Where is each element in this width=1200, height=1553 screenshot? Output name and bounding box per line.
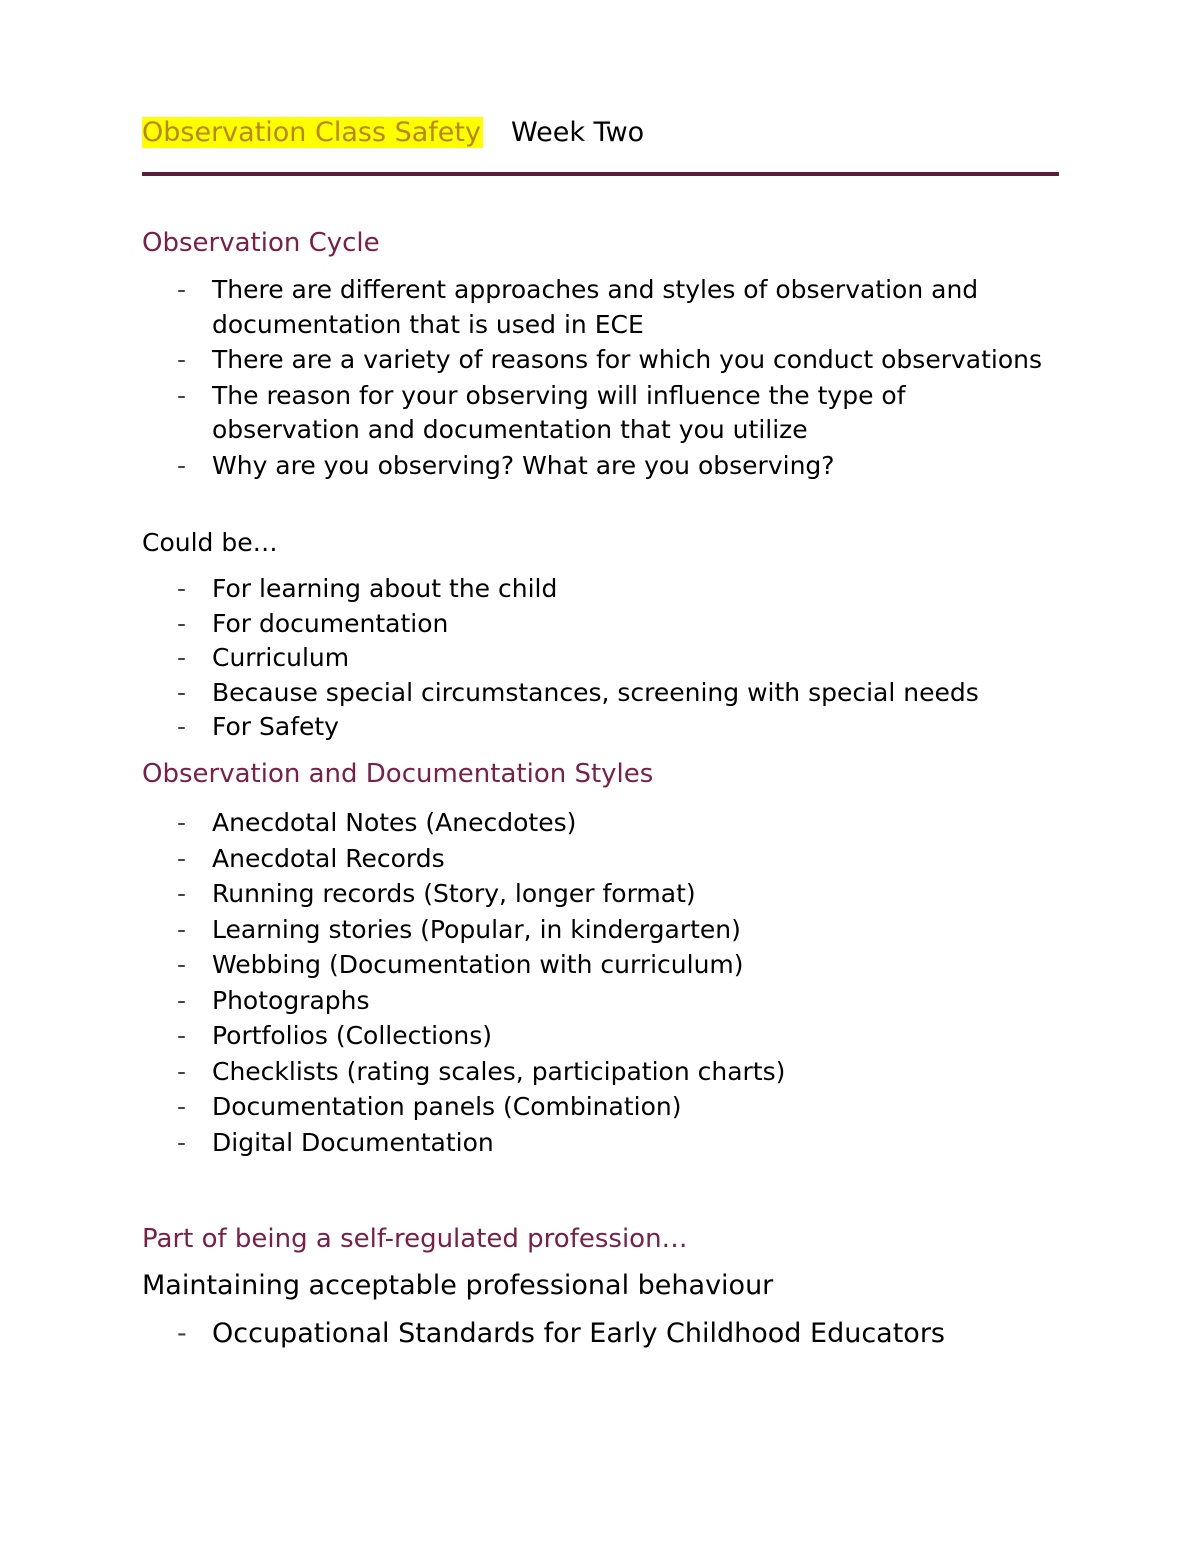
dash-bullet: - [177,879,187,908]
title-divider [142,172,1059,176]
list-item [142,876,1060,912]
list-item-text: Photographs [212,985,370,1015]
list-item-text: Checklists (rating scales, participation charts) [212,1056,786,1086]
document-title-row [142,114,644,152]
dash-bullet: - [177,712,187,741]
dash-bullet: - [177,950,187,979]
document-title: Observation Class Safety [142,117,481,148]
list-item [142,841,1060,877]
could-be-list [142,572,1060,745]
dash-bullet: - [177,843,187,873]
list-item-text: Digital Documentation [212,1127,494,1157]
dash-bullet: - [177,608,187,638]
list-item [142,607,1060,642]
list-item [142,1125,1060,1161]
list-item [142,676,1060,711]
list-item [142,343,1060,378]
week-label: Week Two [510,117,645,148]
dash-bullet: - [177,1056,187,1086]
dash-bullet: - [177,1092,187,1121]
list-item-text: Anecdotal Records [212,843,445,873]
dash-bullet: - [177,808,187,837]
list-item [142,273,1060,342]
list-item-text: For learning about the child [212,574,558,603]
heading-self-regulated: Part of being a self-regulated profession… [142,1224,688,1254]
list-item [142,641,1060,676]
list-item [142,947,1060,983]
list-item [142,805,1060,841]
list-item [142,1054,1060,1090]
dash-bullet: - [177,914,187,944]
list-item [142,572,1060,607]
heading-documentation-styles: Observation and Documentation Styles [142,759,654,789]
list-item-text: Curriculum [212,643,350,672]
dash-bullet: - [177,1318,187,1349]
list-item-text: There are different approaches and styles of observation and documentation that is used in ECE [212,275,979,339]
dash-bullet: - [177,677,187,707]
list-item [142,379,1060,448]
list-item-text: Learning stories (Popular, in kindergarten) [212,914,741,944]
dash-bullet: - [177,1127,187,1157]
dash-bullet: - [177,275,187,304]
documentation-styles-list [142,805,1060,1160]
list-item-text: For documentation [212,608,449,638]
list-item-text: There are a variety of reasons for which you conduct observations [212,345,1043,374]
list-item-text: Why are you observing? What are you observing? [212,450,835,480]
heading-observation-cycle: Observation Cycle [142,228,380,258]
dash-bullet: - [177,574,187,603]
list-item [142,1018,1060,1054]
list-item-text: Documentation panels (Combination) [212,1092,682,1121]
dash-bullet: - [177,380,187,410]
list-item-text: Portfolios (Collections) [212,1021,493,1050]
list-item-text: The reason for your observing will influence the type of observation and documentation that you utilize [212,380,906,444]
dash-bullet: - [177,1021,187,1050]
dash-bullet: - [177,985,187,1015]
list-item-text: Anecdotal Notes (Anecdotes) [212,808,577,837]
dash-bullet: - [177,643,187,672]
standards-list [142,1317,1060,1352]
list-item-text: Webbing (Documentation with curriculum) [212,950,744,979]
dash-bullet: - [177,345,187,374]
list-item-text: For Safety [212,712,339,741]
dash-bullet: - [177,450,187,480]
observation-cycle-list [142,273,1060,483]
list-item-text: Because special circumstances, screening with special needs [212,677,979,707]
list-item-text: Running records (Story, longer format) [212,879,696,908]
list-item [142,710,1060,745]
could-be-label: Could be… [142,528,278,557]
list-item [142,983,1060,1019]
list-item-text: Occupational Standards for Early Childhood Educators [212,1318,945,1349]
list-item [142,1089,1060,1125]
list-item [142,449,1060,484]
professional-behaviour-subheading: Maintaining acceptable professional behaviour [142,1270,774,1301]
list-item [142,1317,1060,1352]
list-item [142,912,1060,948]
